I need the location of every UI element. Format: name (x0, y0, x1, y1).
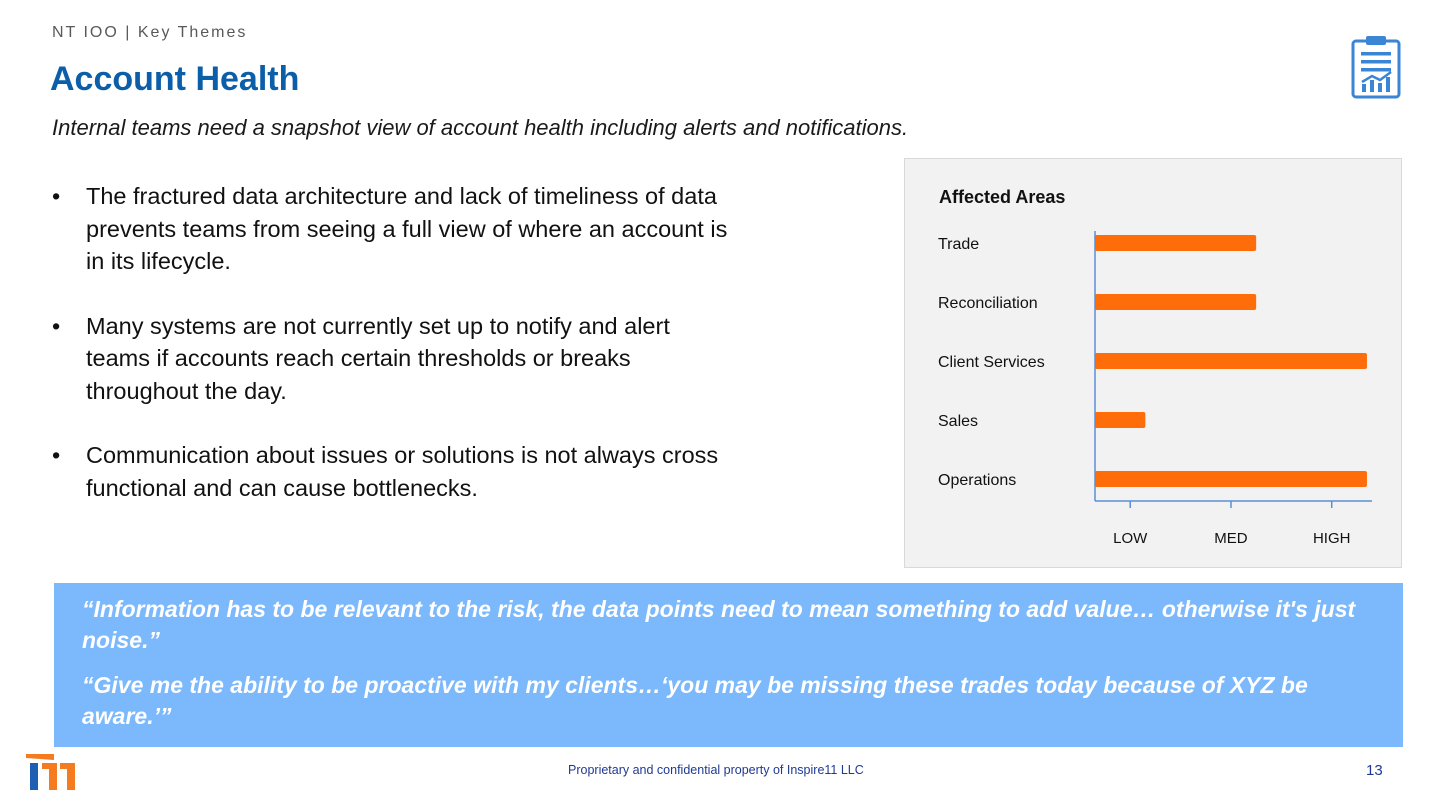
bar (1095, 412, 1145, 428)
key-point (52, 310, 732, 408)
bar (1095, 471, 1367, 487)
x-tick-label: LOW (1113, 530, 1148, 547)
category-label: Sales (938, 413, 979, 430)
quote-box (54, 583, 1403, 747)
chart-title: Affected Areas (939, 187, 1066, 207)
key-point-text: Communication about issues or solutions is not always cross functional and can cause bottlenecks. (86, 442, 719, 501)
key-point-text: The fractured data architecture and lack of timeliness of data prevents teams from seeing a full view of where an account is in its lifecycle. (86, 183, 728, 274)
key-points-list (52, 180, 732, 536)
page-subtitle: Internal teams need a snapshot view of account health including alerts and notifications. (52, 115, 909, 140)
page-title: Account Health (50, 60, 300, 98)
bar (1095, 235, 1256, 251)
x-tick-label: HIGH (1312, 530, 1351, 547)
category-label: Trade (938, 236, 980, 253)
quote-text: “Give me the ability to be proactive with my clients…‘you may be missing these trades today because of XYZ be aware.’” (82, 672, 1308, 729)
x-tick-label: MED (1214, 530, 1248, 547)
clipboard-chart-icon (1350, 34, 1402, 100)
category-label: Client Services (938, 354, 1045, 371)
inspire11-logo (24, 752, 80, 792)
footer-text: Proprietary and confidential property of Inspire11 LLC (568, 763, 864, 777)
bullet-marker: • (52, 312, 61, 339)
key-point (52, 180, 732, 278)
bar (1095, 353, 1367, 369)
key-point-text: Many systems are not currently set up to notify and alert teams if accounts reach certain thresholds or breaks throughout the day. (86, 312, 670, 404)
quote-text: “Information has to be relevant to the risk, the data points need to mean something to add value… otherwise it's just noise.” (82, 596, 1356, 653)
affected-areas-chart-svg (905, 159, 1403, 569)
bullet-marker: • (52, 442, 61, 468)
category-label: Reconciliation (938, 295, 1038, 312)
bar (1095, 294, 1256, 310)
section-kicker: NT IOO | Key Themes (52, 24, 248, 41)
key-point (52, 439, 732, 504)
affected-areas-chart (904, 158, 1402, 568)
category-label: Operations (938, 472, 1017, 489)
page-number: 13 (1366, 762, 1383, 779)
bullet-marker: • (52, 183, 61, 209)
